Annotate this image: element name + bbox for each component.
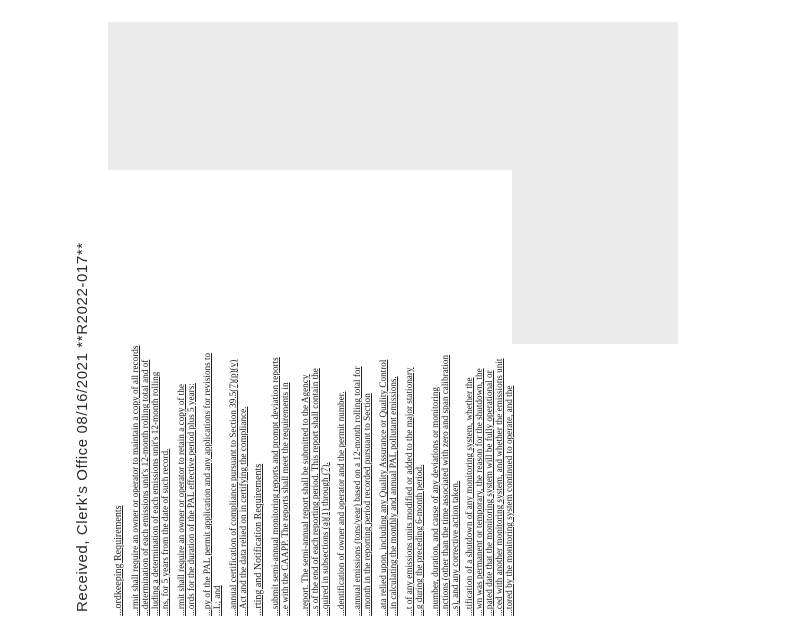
- document-line: ...ata relied upon, including any Quality Assurance or Quality Control: [378, 359, 388, 616]
- document-line: ...ced with another monitoring system, and whether the emissions unit: [494, 358, 504, 616]
- document-line: ...g during the preceding 6-month period.: [414, 464, 424, 616]
- document-line: ...L; and: [212, 585, 222, 616]
- document-line: ...rmit shall require an owner or operator to maintain a copy of all records: [130, 345, 140, 616]
- document-line: ...s), and any corrective action taken.: [450, 480, 460, 616]
- document-line: ...number, duration, and cause of any deviations or monitoring: [430, 386, 440, 616]
- document-line: ...Act and the data relied on in certifying the compliance.: [238, 406, 248, 616]
- document-line: ...annual certification of compliance pursuant to Section 39.5(7)(p)(v): [228, 359, 238, 616]
- document-line: ...s of the end of each reporting period. This report shall contain the: [310, 368, 320, 616]
- document-line: ...tification of a shutdown of any monitoring system, whether the: [464, 377, 474, 616]
- document-line: ...wn was permanent or temporary, the reason for the shutdown, the: [474, 368, 484, 616]
- document-line: ...nctions (other than the time associated with zero and span calibration: [440, 355, 450, 616]
- clerk-received-stamp: Received, Clerk's Office 08/16/2021 **R2022-017**: [74, 242, 91, 612]
- document-line: ...in calculating the monthly and annual PAL pollutant emissions.: [388, 376, 398, 616]
- document-line: ...luding a determination of each emissions unit's 12-month rolling: [150, 371, 160, 616]
- document-line: ...rting and Notification Requirements: [253, 463, 264, 616]
- scan-background-gray-right: [512, 22, 678, 344]
- document-line: ...annual emissions (tons/year) based on a 12-month rolling total for: [352, 366, 362, 616]
- document-line: ...determination of each emissions unit's 12-month rolling total and of: [140, 359, 150, 616]
- document-line: ...tored by the monitoring system continued to operate, and the: [504, 385, 514, 616]
- scanned-page: [74, 170, 512, 618]
- document-line: ...rmit shall require an owner or operator to retain a copy of the: [176, 384, 186, 616]
- rotated-text-block: [74, 170, 512, 618]
- document-line: ...month in the reporting period recorded pursuant to Section: [362, 393, 372, 616]
- document-line: ...quired in subsections (a)(1) through (7).: [320, 462, 330, 616]
- document-line: ...ns, for 5 years from the date of such record.: [160, 448, 170, 616]
- document-line: ...e with the CAAPP. The reports shall meet the requirements in: [280, 382, 290, 616]
- document-line: ...py of the PAL permit application and any applications for revisions to: [202, 352, 212, 616]
- document-line: ...ords for the duration of the PAL effective period plus 5 years:: [186, 383, 196, 616]
- document-line: ...t of any emissions units modified or added to the major stationary: [404, 367, 414, 616]
- document-line: ...dentification of owner and operator and the permit number.: [336, 391, 346, 616]
- document-line: ...ordkeeping Requirements: [113, 505, 124, 616]
- document-line: ...pated date that the monitoring system will be fully operational or: [484, 370, 494, 616]
- document-line: ...submit semi-annual monitoring reports and prompt deviation reports: [270, 357, 280, 616]
- document-line: ...report. The semi-annual report shall be submitted to the Agency: [300, 374, 310, 616]
